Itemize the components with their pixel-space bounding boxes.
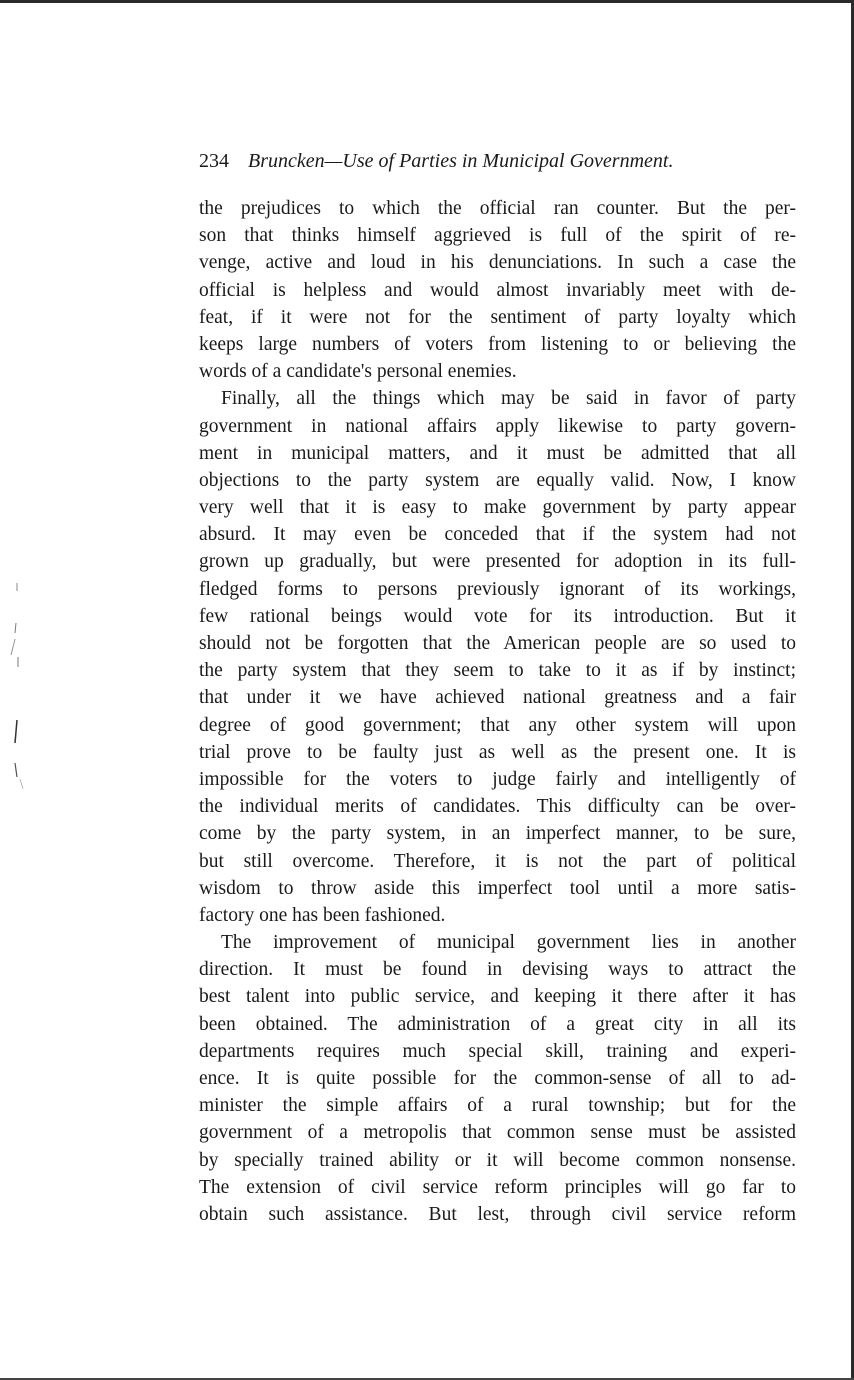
- text-line: keeps large numbers of voters from listening to or believing the: [199, 333, 796, 355]
- text-line: departments requires much special skill, training and experi-: [199, 1040, 796, 1062]
- text-line: the individual merits of candidates. This difficulty can be over-: [199, 796, 796, 818]
- paragraph-3: [199, 929, 796, 1228]
- text-line: official is helpless and would almost invariably meet with de-: [199, 279, 796, 301]
- page-number: 234: [199, 150, 229, 172]
- text-line: Finally, all the things which may be said in favor of party: [221, 388, 796, 410]
- text-line: best talent into public service, and keeping it there after it has: [199, 986, 796, 1008]
- text-line: The improvement of municipal government lies in another: [221, 932, 796, 954]
- text-line: the prejudices to which the official ran counter. But the per-: [199, 198, 796, 219]
- text-line: government of a metropolis that common sense must be assisted: [199, 1122, 796, 1144]
- running-head-title: Bruncken—Use of Parties in Municipal Government.: [248, 150, 674, 172]
- scan-border-top: [0, 0, 854, 3]
- text-line: very well that it is easy to make government by party appear: [199, 497, 796, 519]
- text-line: come by the party system, in an imperfect manner, to be sure,: [199, 823, 796, 845]
- text-line: few rational beings would vote for its introduction. But it: [199, 605, 796, 627]
- text-line: feat, if it were not for the sentiment of party loyalty which: [199, 306, 796, 328]
- text-line: grown up gradually, but were presented for adoption in its full-: [199, 551, 796, 573]
- text-line: wisdom to throw aside this imperfect tool until a more satis-: [199, 877, 796, 899]
- text-line: direction. It must be found in devising ways to attract the: [199, 959, 796, 981]
- text-line: the party system that they seem to take to it as if by instinct;: [199, 660, 796, 682]
- text-line: by specially trained ability or it will become common nonsense.: [199, 1149, 796, 1171]
- text-line: venge, active and loud in his denunciations. In such a case the: [199, 252, 796, 274]
- text-line: ment in municipal matters, and it must be admitted that all: [199, 442, 796, 464]
- text-line: impossible for the voters to judge fairly and intelligently of: [199, 768, 796, 790]
- text-line: degree of good government; that any other system will upon: [199, 714, 796, 736]
- margin-pencil-marks: [6, 575, 26, 805]
- body-text: [199, 195, 796, 1228]
- text-line: son that thinks himself aggrieved is full of the spirit of re-: [199, 225, 796, 247]
- paragraph-2: [199, 385, 796, 929]
- text-line: but still overcome. Therefore, it is not the part of political: [199, 850, 796, 872]
- text-line: words of a candidate's personal enemies.: [199, 361, 517, 383]
- text-line: The extension of civil service reform principles will go far to: [199, 1176, 796, 1198]
- text-line: that under it we have achieved national greatness and a fair: [199, 687, 796, 709]
- text-line: obtain such assistance. But lest, through civil service reform: [199, 1203, 796, 1225]
- paragraph-1: [199, 195, 796, 385]
- text-line: government in national affairs apply likewise to party govern-: [199, 415, 796, 437]
- text-line: objections to the party system are equally valid. Now, I know: [199, 469, 796, 491]
- text-line: trial prove to be faulty just as well as the present one. It is: [199, 741, 796, 763]
- text-line: minister the simple affairs of a rural township; but for the: [199, 1095, 796, 1117]
- text-line: been obtained. The administration of a great city in all its: [199, 1013, 796, 1035]
- text-line: ence. It is quite possible for the common-sense of all to ad-: [199, 1068, 796, 1089]
- text-line: fledged forms to persons previously ignorant of its workings,: [199, 578, 796, 600]
- running-head: [199, 147, 799, 175]
- text-line: factory one has been fashioned.: [199, 904, 446, 926]
- text-line: absurd. It may even be conceded that if the system had not: [199, 524, 796, 546]
- text-line: should not be forgotten that the American people are so used to: [199, 633, 796, 654]
